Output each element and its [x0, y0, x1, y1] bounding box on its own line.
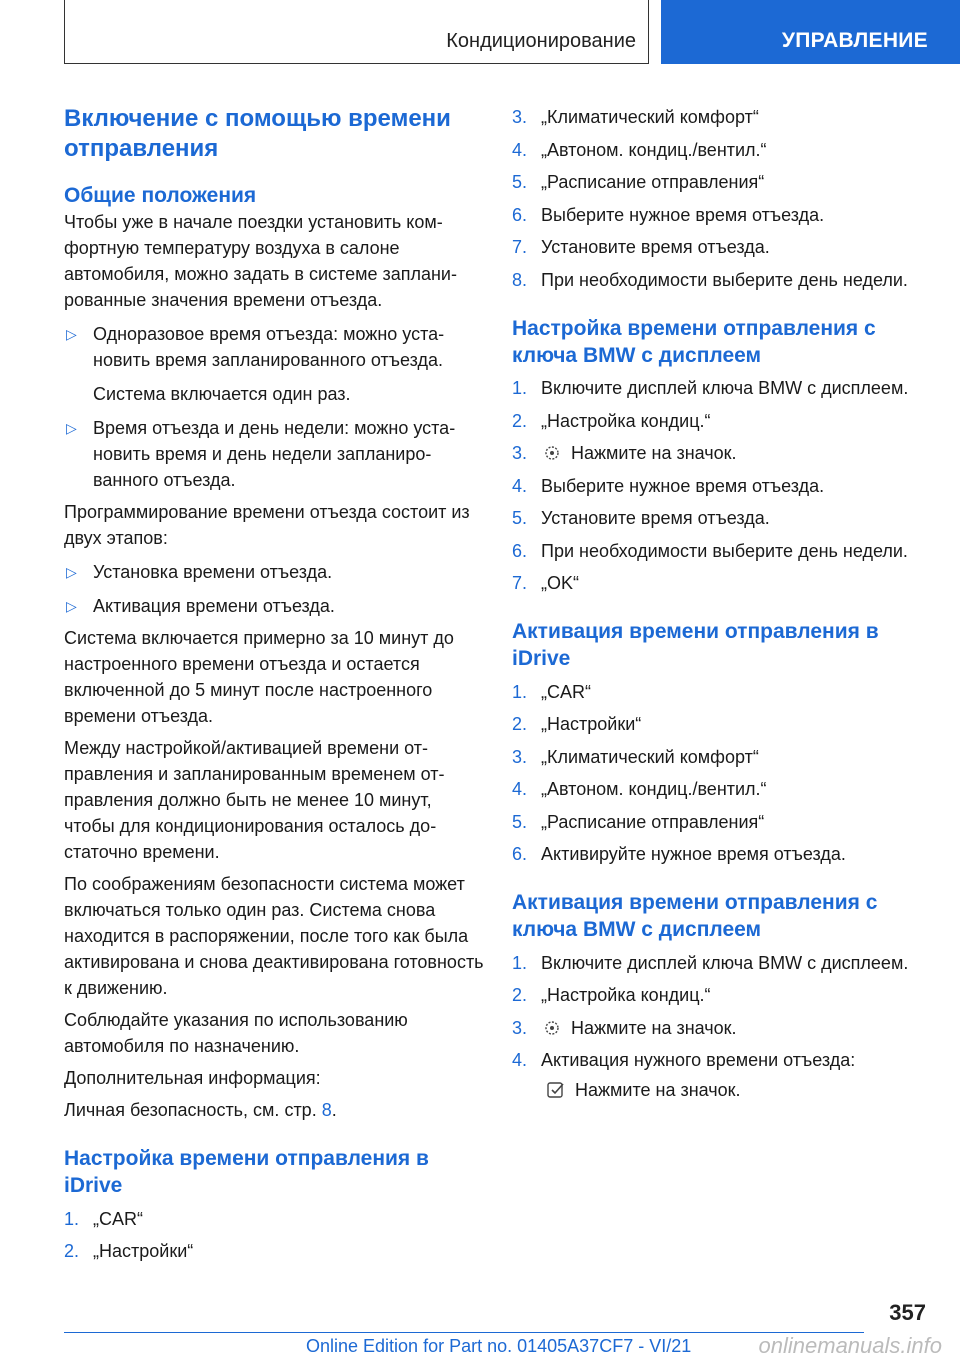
right-column: [512, 104, 932, 1103]
step-number: 4.: [512, 139, 528, 160]
step-text: „Расписание отправления“: [541, 811, 765, 832]
chapter-title: УПРАВЛЕНИЕ: [781, 29, 928, 52]
paragraph: Дополнительная информация:: [64, 1068, 321, 1088]
list-item: [512, 169, 932, 195]
section-title: Кондиционирование: [446, 30, 636, 52]
step-number: 8.: [512, 269, 528, 290]
step-number: 3.: [512, 107, 528, 127]
step-text: „Настройка кондиц.“: [541, 410, 711, 431]
bullet-text: Активация времени отъезда.: [93, 596, 335, 616]
heading-idrive-activation: Активация времени отправления в iDrive: [512, 620, 879, 670]
step-text: Выберите нужное время отъезда.: [541, 475, 825, 496]
section-title-box: [64, 0, 649, 64]
bullet-text: Время отъезда и день недели: можно установить время и день недели запланированного отъезда.: [93, 418, 456, 490]
step-number: 1.: [512, 378, 528, 398]
step-number: 7.: [512, 237, 528, 257]
main-heading: Включение с помощью времени отправления: [64, 105, 451, 162]
sub-step: [541, 1077, 932, 1103]
step-number: 3.: [512, 746, 528, 767]
list-item: [512, 744, 932, 770]
list-item: [512, 776, 932, 802]
list-item: [512, 104, 932, 130]
list-item: [512, 137, 932, 163]
step-text: „Климатический комфорт“: [541, 746, 759, 767]
step-text: „Настройки“: [93, 1241, 194, 1261]
step-number: 1.: [512, 681, 528, 702]
step-number: 1.: [512, 952, 528, 973]
climate-fan-icon: [541, 443, 563, 461]
triangle-bullet-icon: ▷: [66, 598, 77, 614]
step-number: 5.: [512, 172, 528, 192]
step-number: 3.: [512, 443, 528, 463]
step-text: „OK“: [541, 573, 579, 593]
checkbox-icon: [545, 1080, 567, 1098]
step-text: „Климатический комфорт“: [541, 107, 759, 127]
cross-reference-end: .: [331, 1100, 337, 1120]
step-number: 4.: [512, 475, 528, 496]
heading-key-setup: Настройка времени отправления с ключа BMW с дисплеем: [512, 316, 876, 367]
list-item: [512, 538, 932, 564]
list-item: [512, 473, 932, 499]
step-text: „Настройка кондиц.“: [541, 985, 711, 1005]
step-text: Установите время отъезда.: [541, 237, 770, 257]
step-text: „CAR“: [93, 1208, 143, 1229]
list-item: [512, 234, 932, 260]
step-number: 2.: [64, 1241, 80, 1261]
climate-fan-icon: [541, 1018, 563, 1036]
chapter-tab: [661, 0, 960, 64]
list-item: [512, 267, 932, 293]
step-number: 4.: [512, 779, 528, 799]
step-text: „CAR“: [541, 681, 591, 702]
step-number: 5.: [512, 508, 528, 528]
sub-step-text: Нажмите на значок.: [575, 1080, 741, 1100]
step-text: Включите дисплей ключа BMW с дисплеем.: [541, 378, 909, 398]
heading-idrive-setup: Настройка времени отправления в iDrive: [64, 1147, 429, 1197]
step-number: 6.: [512, 844, 528, 864]
list-item: [512, 950, 932, 976]
step-text: Включите дисплей ключа BMW с дисплеем.: [541, 952, 909, 973]
step-number: 5.: [512, 811, 528, 832]
step-number: 4.: [512, 1050, 528, 1070]
bullet-item: [64, 559, 484, 585]
step-number: 2.: [512, 714, 528, 734]
cross-reference: [64, 1097, 484, 1123]
list-item: [512, 1047, 932, 1103]
bullet-item: [64, 415, 484, 493]
step-text: „Расписание отправления“: [541, 172, 765, 192]
list-item: [512, 1015, 932, 1041]
page-header: [64, 0, 960, 66]
list-item: [64, 1238, 484, 1264]
footer-divider: [64, 1332, 864, 1333]
list-item: [512, 202, 932, 228]
step-text: Выберите нужное время отъезда.: [541, 204, 825, 225]
paragraph: Соблюдайте указания по использованию автомобиля по назначению.: [64, 1010, 408, 1056]
list-item: [512, 841, 932, 867]
triangle-bullet-icon: ▷: [66, 420, 77, 436]
list-item: [512, 982, 932, 1008]
bullet-item: [64, 593, 484, 619]
triangle-bullet-icon: ▷: [66, 564, 77, 580]
list-item: [512, 809, 932, 835]
step-text: Нажмите на значок.: [571, 1017, 737, 1038]
step-number: 7.: [512, 573, 528, 593]
bullet-subtext: Система включается один раз.: [93, 384, 351, 404]
step-text: Активация нужного времени отъезда:: [541, 1050, 856, 1070]
triangle-bullet-icon: ▷: [66, 326, 77, 342]
paragraph: По соображениям безопасности система может включаться только один раз. Система снова находится в распоряжении, после того как была активирована и снова деактивирована готовность к движению.: [64, 874, 484, 998]
list-item: [512, 679, 932, 705]
step-number: 6.: [512, 204, 528, 225]
step-text: При необходимости выберите день недели.: [541, 269, 908, 290]
list-item: [512, 711, 932, 737]
left-column: [64, 104, 484, 1264]
page-link[interactable]: 8: [321, 1100, 332, 1120]
bullet-item: [64, 321, 484, 407]
cross-reference-text: Личная безопасность, см. стр.: [64, 1100, 322, 1120]
step-text: Нажмите на значок.: [571, 443, 737, 463]
list-item: [512, 408, 932, 434]
list-item: [512, 505, 932, 531]
step-text: Активируйте нужное время отъезда.: [541, 844, 846, 864]
bullet-text: Одноразовое время отъезда: можно установить время запланированного отъезда.: [93, 324, 445, 370]
edition-text: Online Edition for Part no. 01405A37CF7 - VI/21: [306, 1336, 692, 1356]
step-number: 3.: [512, 1017, 528, 1038]
step-number: 2.: [512, 985, 528, 1005]
step-text: Установите время отъезда.: [541, 508, 770, 528]
page-number: 357: [889, 1300, 926, 1325]
list-item: [512, 375, 932, 401]
step-text: „Автоном. кондиц./вентил.“: [541, 139, 767, 160]
paragraph: Система включается примерно за 10 минут до настроенного времени отъезда и остается включенной до 5 минут после настроенного времени отъезда.: [64, 628, 454, 726]
bullet-text: Установка времени отъезда.: [93, 562, 333, 582]
step-number: 6.: [512, 540, 528, 561]
paragraph: Программирование времени отъезда состоит из двух этапов:: [64, 502, 470, 548]
step-number: 1.: [64, 1208, 80, 1229]
watermark: onlinemanuals.info: [758, 1333, 942, 1358]
heading-key-activation: Активация времени отправления с ключа BMW с дисплеем: [512, 891, 878, 941]
heading-general: Общие положения: [64, 184, 257, 207]
step-text: „Настройки“: [541, 714, 642, 734]
list-item: [512, 440, 932, 466]
step-text: При необходимости выберите день недели.: [541, 540, 908, 561]
step-text: „Автоном. кондиц./вентил.“: [541, 779, 767, 799]
intro-paragraph: Чтобы уже в начале поездки установить комфортную температуру воздуха в салоне автомобиля, можно задать в системе запланированные значения времени отъезда.: [64, 212, 457, 310]
list-item: [512, 570, 932, 596]
step-number: 2.: [512, 410, 528, 431]
paragraph: Между настройкой/активацией времени отправления и запланированным временем отправления должно быть не менее 10 минут, чтобы для кондиционирования осталось достаточно времени.: [64, 738, 445, 862]
list-item: [64, 1206, 484, 1232]
